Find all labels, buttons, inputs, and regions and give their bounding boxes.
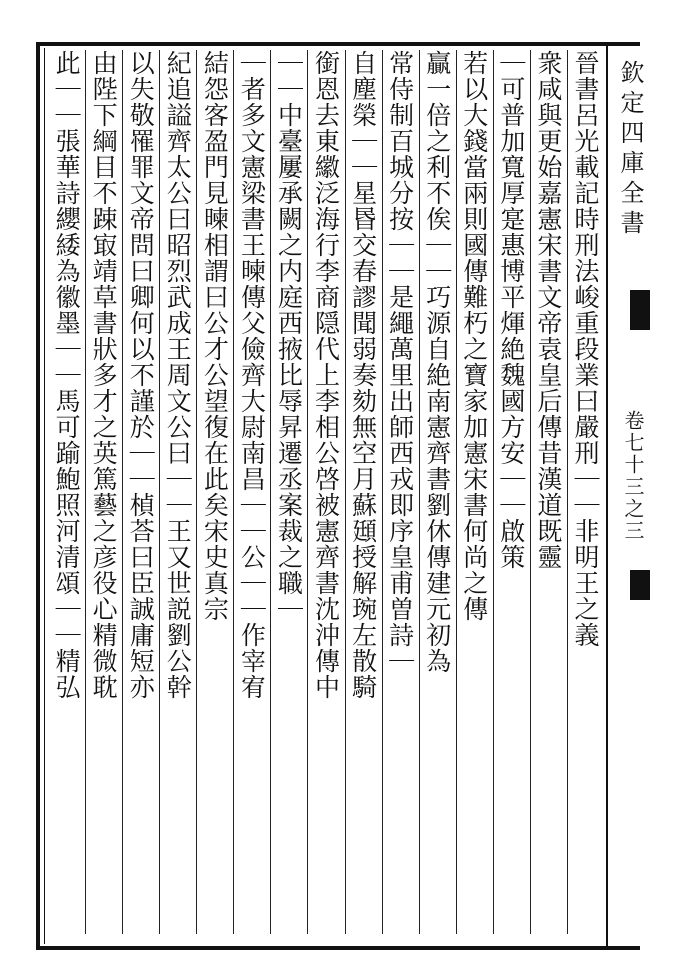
text-column-10: ｜者多文憲梁書王暕傳父儉齊大尉南昌｜｜公｜｜作宰宥 bbox=[237, 50, 267, 700]
text-column-2: 衆咸與更始嘉憲宋書文帝袁皇后傳昔漢道既靈 bbox=[533, 50, 563, 570]
fish-tail-mark bbox=[630, 290, 650, 330]
text-column-15: 此｜｜張華詩纓緌為徽墨｜｜馬可踰鮑照河清頌｜｜精弘 bbox=[52, 50, 82, 700]
text-column-12: 紀追謚齊太公曰昭烈武成王周文公曰｜｜王又世説劉公幹 bbox=[163, 50, 193, 700]
text-column-7: 自塵榮｜｜星昬交春謬聞弱奏劾無空月蘇頲授解琬左散騎 bbox=[348, 50, 378, 700]
text-column-14: 由陛下綱目不踈㝡靖草書狀多才之英篤藝之彦役心精微耽 bbox=[89, 50, 119, 700]
margin-volume-label: 卷七十三之三 bbox=[621, 410, 645, 542]
frame-inner-line bbox=[44, 48, 45, 944]
text-column-5: 贏一倍之利不俟｜｜巧源自絶南憲齊書劉休傳建元初為 bbox=[422, 50, 452, 674]
text-column-8: 銜恩去東𦆮泛海行李商隠代上李相公啓被憲齊書沈沖傳中 bbox=[311, 50, 341, 700]
text-column-1: 晉書呂光載記時刑法峻重段業曰嚴刑｜｜非明王之義 bbox=[570, 50, 600, 648]
margin-book-title: 欽定四庫全書 bbox=[616, 60, 644, 240]
text-column-6: 常侍制百城分按｜｜是繩萬里出師西戎即序皇甫曽詩｜ bbox=[385, 50, 415, 674]
text-column-13: 以失敬罹罪文帝問曰卿何以不謹於｜｜楨荅曰臣誠庸短亦 bbox=[126, 50, 156, 700]
text-column-3: ｜可普加寬厚寔惠博平煇絶魏國方安｜｜啟策 bbox=[496, 50, 526, 570]
text-column-11: 結怨客盈門見暕相謂曰公才公望復在此矣宋史真宗 bbox=[200, 50, 230, 622]
text-column-4: 若以大錢當兩則國傳難朽之寶家加憲宋書何尚之傳 bbox=[459, 50, 489, 622]
text-column-9: ｜｜中臺屢承闕之内庭西掖比辱昇遷丞案裁之職｜ bbox=[274, 50, 304, 622]
